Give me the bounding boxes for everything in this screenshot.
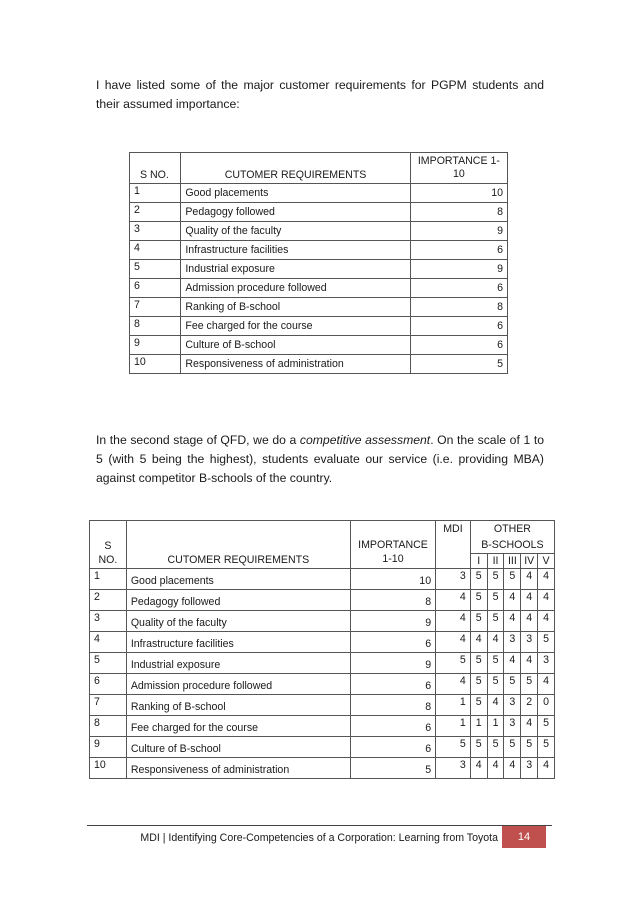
intro-paragraph: I have listed some of the major customer requirements for PGPM students and their assumed importance:	[96, 78, 544, 111]
row-sno: 2	[130, 203, 181, 222]
row-sno: 6	[130, 279, 181, 298]
row-requirement: Culture of B-school	[126, 736, 350, 757]
row-school-1-score: 5	[470, 652, 487, 673]
row-sno: 9	[130, 336, 181, 355]
footer-divider	[87, 825, 552, 826]
header-importance-line1: IMPORTANCE	[350, 539, 435, 553]
row-school-4-score: 4	[521, 589, 538, 610]
row-importance: 9	[410, 260, 507, 279]
row-school-5-score: 3	[538, 652, 555, 673]
row-requirement: Industrial exposure	[126, 652, 350, 673]
row-importance: 9	[350, 610, 435, 631]
row-importance: 6	[410, 336, 507, 355]
page-number: 14	[502, 826, 546, 848]
row-school-3-score: 3	[504, 631, 521, 652]
row-sno: 3	[130, 222, 181, 241]
row-importance: 6	[410, 241, 507, 260]
row-school-2-score: 5	[487, 736, 504, 757]
para2-emphasis: competitive assessment	[299, 433, 431, 447]
row-requirement: Good placements	[181, 184, 410, 203]
table-row	[90, 736, 555, 757]
row-mdi-score: 3	[436, 568, 471, 589]
row-school-3-score: 4	[504, 610, 521, 631]
row-importance: 5	[410, 355, 507, 374]
header-requirement: CUTOMER REQUIREMENTS	[126, 553, 350, 568]
row-sno: 4	[130, 241, 181, 260]
row-school-1-score: 5	[470, 568, 487, 589]
header-mdi: MDI	[436, 521, 471, 540]
row-school-4-score: 5	[521, 736, 538, 757]
row-sno: 6	[90, 673, 127, 694]
row-importance: 8	[350, 694, 435, 715]
footer-text: MDI | Identifying Core-Competencies of a Corporation: Learning from Toyota	[140, 832, 498, 844]
row-importance: 10	[410, 184, 507, 203]
row-school-2-score: 5	[487, 652, 504, 673]
row-school-2-score: 5	[487, 568, 504, 589]
row-school-5-score: 4	[538, 568, 555, 589]
para2-after: . On the scale of 1 to 5 (with 5 being the highest), students evaluate our service (i.e. providing MBA) against competitor B-schools of the country.	[96, 433, 544, 485]
row-school-5-score: 5	[538, 631, 555, 652]
row-sno: 9	[90, 736, 127, 757]
table-row	[130, 317, 508, 336]
row-requirement: Ranking of B-school	[126, 694, 350, 715]
row-school-4-score: 3	[521, 631, 538, 652]
row-requirement: Pedagogy followed	[181, 203, 410, 222]
row-sno: 4	[90, 631, 127, 652]
row-school-1-score: 5	[470, 589, 487, 610]
row-requirement: Responsiveness of administration	[126, 757, 350, 778]
row-mdi-score: 4	[436, 610, 471, 631]
table-row	[130, 241, 508, 260]
row-school-3-score: 5	[504, 673, 521, 694]
header-other: OTHER	[470, 521, 554, 540]
table-row	[130, 298, 508, 317]
row-requirement: Pedagogy followed	[126, 589, 350, 610]
table-header-row	[90, 553, 555, 568]
row-mdi-score: 4	[436, 631, 471, 652]
row-school-1-score: 5	[470, 694, 487, 715]
row-school-5-score: 4	[538, 757, 555, 778]
row-requirement: Quality of the faculty	[126, 610, 350, 631]
row-school-5-score: 4	[538, 673, 555, 694]
row-mdi-score: 1	[436, 694, 471, 715]
row-school-4-score: 4	[521, 610, 538, 631]
header-school-4: IV	[521, 553, 538, 568]
row-sno: 8	[130, 317, 181, 336]
row-sno: 3	[90, 610, 127, 631]
row-importance: 8	[350, 589, 435, 610]
row-school-5-score: 5	[538, 736, 555, 757]
row-mdi-score: 1	[436, 715, 471, 736]
row-requirement: Culture of B-school	[181, 336, 410, 355]
table-row	[130, 184, 508, 203]
header-mdi-bottom	[436, 553, 471, 568]
table-row	[130, 336, 508, 355]
row-importance: 8	[410, 298, 507, 317]
table-header-row	[130, 153, 508, 184]
header-importance: IMPORTANCE 1-10	[410, 153, 507, 184]
row-importance: 6	[410, 317, 507, 336]
table-row	[90, 631, 555, 652]
row-sno: 10	[130, 355, 181, 374]
row-sno: 7	[130, 298, 181, 317]
row-importance: 8	[410, 203, 507, 222]
row-sno: 5	[90, 652, 127, 673]
header-other-line2: B-SCHOOLS	[470, 539, 554, 553]
table-header-row	[90, 521, 555, 540]
row-requirement: Admission procedure followed	[181, 279, 410, 298]
row-mdi-score: 4	[436, 673, 471, 694]
row-school-1-score: 5	[470, 610, 487, 631]
table-row	[90, 757, 555, 778]
header-importance-line2: 1-10	[350, 553, 435, 568]
row-school-1-score: 4	[470, 757, 487, 778]
table-row	[130, 260, 508, 279]
row-sno: 7	[90, 694, 127, 715]
row-importance: 6	[350, 736, 435, 757]
row-school-3-score: 5	[504, 736, 521, 757]
row-mdi-score: 3	[436, 757, 471, 778]
row-school-4-score: 3	[521, 757, 538, 778]
table-row	[130, 279, 508, 298]
header-importance-blank	[350, 521, 435, 540]
row-sno: 1	[90, 568, 127, 589]
row-importance: 5	[350, 757, 435, 778]
row-school-2-score: 4	[487, 694, 504, 715]
row-requirement: Infrastructure facilities	[181, 241, 410, 260]
row-school-2-score: 5	[487, 610, 504, 631]
row-school-1-score: 1	[470, 715, 487, 736]
row-school-5-score: 0	[538, 694, 555, 715]
row-school-1-score: 5	[470, 736, 487, 757]
row-mdi-score: 4	[436, 589, 471, 610]
header-school-2: II	[487, 553, 504, 568]
row-importance: 10	[350, 568, 435, 589]
row-school-2-score: 1	[487, 715, 504, 736]
row-requirement: Responsiveness of administration	[181, 355, 410, 374]
row-school-5-score: 5	[538, 715, 555, 736]
row-sno: 1	[130, 184, 181, 203]
row-school-1-score: 5	[470, 673, 487, 694]
row-requirement: Ranking of B-school	[181, 298, 410, 317]
header-school-1: I	[470, 553, 487, 568]
row-importance: 9	[350, 652, 435, 673]
competitive-assessment-table	[89, 520, 555, 779]
row-school-1-score: 4	[470, 631, 487, 652]
requirements-table	[129, 152, 508, 374]
row-sno: 5	[130, 260, 181, 279]
row-requirement: Infrastructure facilities	[126, 631, 350, 652]
row-school-4-score: 4	[521, 568, 538, 589]
row-sno: 10	[90, 757, 127, 778]
table-row	[90, 610, 555, 631]
header-sno-blank	[90, 521, 127, 540]
header-requirement: CUTOMER REQUIREMENTS	[181, 153, 410, 184]
row-school-4-score: 5	[521, 673, 538, 694]
row-importance: 6	[410, 279, 507, 298]
row-school-3-score: 3	[504, 715, 521, 736]
header-requirement-blank	[126, 521, 350, 540]
header-requirement-spacer	[126, 539, 350, 553]
table-row	[90, 568, 555, 589]
row-school-3-score: 5	[504, 568, 521, 589]
row-school-3-score: 4	[504, 652, 521, 673]
para2-before: In the second stage of QFD, we do a	[96, 433, 300, 447]
competitive-assessment-paragraph	[96, 431, 544, 488]
table-row	[130, 222, 508, 241]
table-row	[90, 589, 555, 610]
table-row	[90, 673, 555, 694]
header-sno-line2: NO.	[90, 553, 127, 568]
table-row	[90, 694, 555, 715]
row-requirement: Good placements	[126, 568, 350, 589]
header-school-3: III	[504, 553, 521, 568]
row-requirement: Fee charged for the course	[181, 317, 410, 336]
header-sno-line1: S	[90, 539, 127, 553]
row-school-2-score: 5	[487, 589, 504, 610]
row-school-2-score: 4	[487, 757, 504, 778]
row-importance: 9	[410, 222, 507, 241]
row-sno: 2	[90, 589, 127, 610]
row-importance: 6	[350, 715, 435, 736]
table-row	[130, 203, 508, 222]
table-row	[90, 652, 555, 673]
row-requirement: Industrial exposure	[181, 260, 410, 279]
header-mdi-spacer	[436, 539, 471, 553]
row-school-4-score: 2	[521, 694, 538, 715]
row-school-3-score: 4	[504, 589, 521, 610]
row-sno: 8	[90, 715, 127, 736]
row-mdi-score: 5	[436, 736, 471, 757]
row-school-2-score: 4	[487, 631, 504, 652]
table-header-row	[90, 539, 555, 553]
row-school-4-score: 4	[521, 652, 538, 673]
row-school-4-score: 4	[521, 715, 538, 736]
table-row	[130, 355, 508, 374]
row-importance: 6	[350, 631, 435, 652]
header-sno: S NO.	[130, 153, 181, 184]
header-school-5: V	[538, 553, 555, 568]
row-school-3-score: 3	[504, 694, 521, 715]
row-requirement: Fee charged for the course	[126, 715, 350, 736]
table-row	[90, 715, 555, 736]
row-requirement: Quality of the faculty	[181, 222, 410, 241]
row-school-2-score: 5	[487, 673, 504, 694]
row-school-3-score: 4	[504, 757, 521, 778]
row-school-5-score: 4	[538, 610, 555, 631]
row-school-5-score: 4	[538, 589, 555, 610]
row-importance: 6	[350, 673, 435, 694]
row-requirement: Admission procedure followed	[126, 673, 350, 694]
row-mdi-score: 5	[436, 652, 471, 673]
